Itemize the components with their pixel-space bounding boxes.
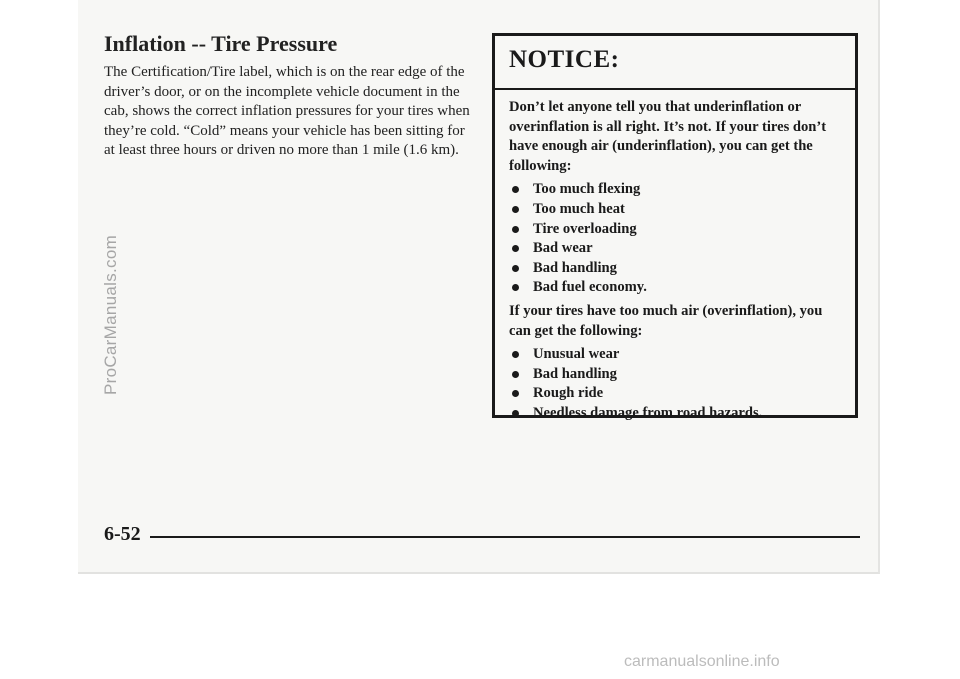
list-item: Rough ride xyxy=(509,384,847,404)
side-watermark: ProCarManuals.com xyxy=(101,234,120,395)
footer-rule xyxy=(150,536,860,538)
underinflation-list xyxy=(509,180,847,298)
list-item: Unusual wear xyxy=(509,345,847,365)
bullet-icon xyxy=(512,186,519,193)
notice-body xyxy=(495,90,855,424)
notice-intro: Don’t let anyone tell you that underinflation or overinflation is all right. It’s not. If your tires don’t have enough air (underinflation), you can get the following: xyxy=(509,99,827,174)
overinflation-intro: If your tires have too much air (overinflation), you can get the following: xyxy=(509,302,823,339)
list-item: Tire overloading xyxy=(509,220,847,240)
bullet-icon xyxy=(512,410,519,417)
bullet-icon xyxy=(512,206,519,213)
bullet-icon xyxy=(512,245,519,252)
list-item: Too much flexing xyxy=(509,180,847,200)
bottom-watermark: carmanualsonline.info xyxy=(624,653,780,670)
list-item: Bad handling xyxy=(509,259,847,279)
list-item: Too much heat xyxy=(509,200,847,220)
notice-box xyxy=(492,33,858,421)
bullet-icon xyxy=(512,284,519,291)
body-paragraph: The Certification/Tire label, which is on the rear edge of the driver’s door, or on the incomplete vehicle document in the cab, shows the correct inflation pressures for your tires when they’re cold. “Cold” means your vehicle has been sitting for at least three hours or driven no more than 1 mile (1.6 km). xyxy=(104,64,470,159)
list-item: Bad handling xyxy=(509,365,847,385)
list-item: Needless damage from road hazards. xyxy=(509,404,847,424)
section-heading: Inflation -- Tire Pressure xyxy=(104,31,338,56)
notice-header xyxy=(495,36,855,90)
list-item: Bad wear xyxy=(509,239,847,259)
bullet-icon xyxy=(512,226,519,233)
bullet-icon xyxy=(512,351,519,358)
bullet-icon xyxy=(512,371,519,378)
bullet-icon xyxy=(512,265,519,272)
page-number: 6-52 xyxy=(104,523,141,545)
overinflation-list xyxy=(509,345,847,423)
list-item: Bad fuel economy. xyxy=(509,278,847,298)
notice-title: NOTICE: xyxy=(509,46,620,73)
bullet-icon xyxy=(512,390,519,397)
